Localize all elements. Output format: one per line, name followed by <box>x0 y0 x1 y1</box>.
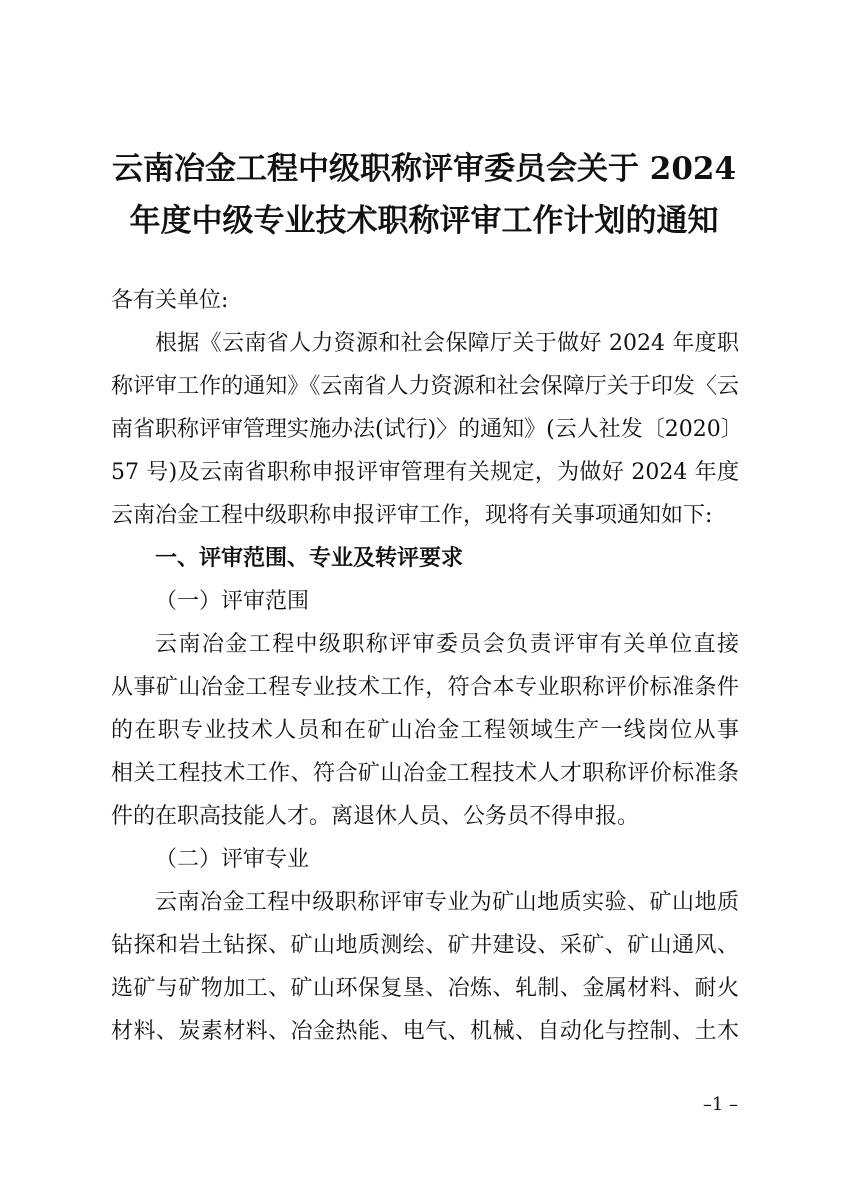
document-title-line-2: 年度中级专业技术职称评审工作计划的通知 <box>129 203 719 239</box>
section-heading: 一、评审范围、专业及转评要求 <box>155 546 464 571</box>
paragraph-line: 钻探和岩土钻探、矿山地质测绘、矿井建设、采矿、矿山通风、 <box>111 933 739 958</box>
salutation: 各有关单位: <box>111 288 229 313</box>
paragraph-line: 的在职专业技术人员和在矿山冶金工程领域生产一线岗位从事 <box>111 718 739 743</box>
paragraph-line: 云南冶金工程中级职称评审专业为矿山地质实验、矿山地质 <box>155 890 739 915</box>
paragraph-line: 从事矿山冶金工程专业技术工作，符合本专业职称评价标准条件 <box>111 675 739 700</box>
paragraph-line: 相关工程技术工作、符合矿山冶金工程技术人才职称评价标准条 <box>111 761 739 786</box>
paragraph-line: 材料、炭素材料、冶金热能、电气、机械、自动化与控制、土木 <box>111 1019 739 1044</box>
paragraph-line: 南省职称评审管理实施办法(试行)〉的通知》(云人社发〔2020〕 <box>111 417 743 442</box>
paragraph-line: 云南冶金工程中级职称评审委员会负责评审有关单位直接 <box>155 632 739 657</box>
paragraph-line: 称评审工作的通知》《云南省人力资源和社会保障厅关于印发〈云 <box>111 374 739 399</box>
subsection-heading: （一）评审范围 <box>155 589 310 614</box>
paragraph-line: 选矿与矿物加工、矿山环保复垦、冶炼、轧制、金属材料、耐火 <box>111 976 739 1001</box>
paragraph-line: 根据《云南省人力资源和社会保障厅关于做好 2024 年度职 <box>155 331 739 356</box>
paragraph-line: 件的在职高技能人才。离退休人员、公务员不得申报。 <box>111 804 640 829</box>
subsection-heading: （二）评审专业 <box>155 847 310 872</box>
page-number: –1 – <box>702 1094 738 1115</box>
paragraph-line: 57 号)及云南省职称申报评审管理有关规定，为做好 2024 年度 <box>111 460 739 485</box>
document-title-line-1: 云南冶金工程中级职称评审委员会关于 2024 <box>111 151 737 187</box>
paragraph-line: 云南冶金工程中级职称申报评审工作，现将有关事项通知如下: <box>111 503 713 528</box>
